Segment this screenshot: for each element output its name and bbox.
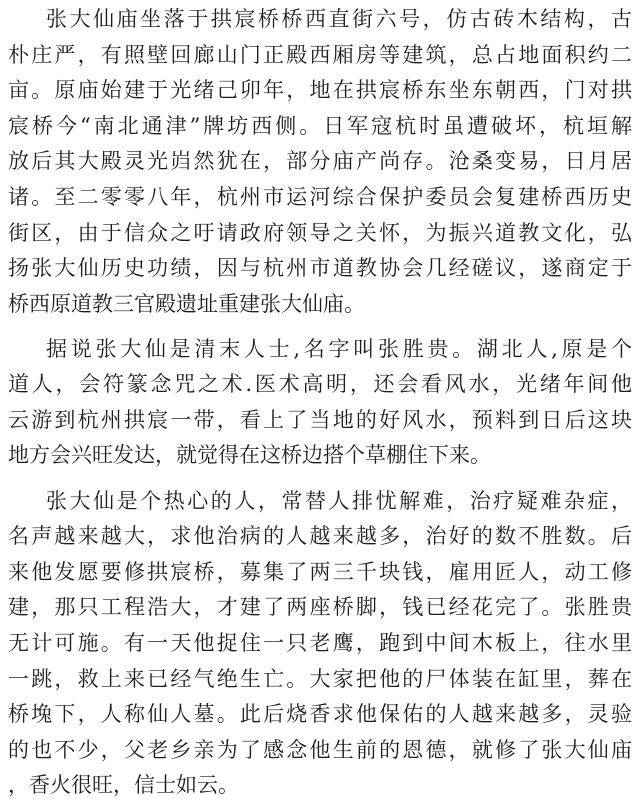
text-line: 张大仙庙坐落于拱宸桥桥西直街六号，仿古砖木结构，古 [46,7,632,31]
text-line: 桥堍下，人称仙人墓。此后烧香求他保佑的人越来越多，灵验 [8,702,632,726]
text-line: 来他发愿要修拱宸桥，募集了两三千块钱，雇用匠人，动工修 [8,560,632,584]
text-line: ，香火很旺，信士如云。 [8,773,239,797]
text-line: 建，那只工程浩大，才建了两座桥脚，钱已经花完了。张胜贵 [8,595,632,619]
text-line: 道人，会符篆念咒之术.医术高明，还会看风水，光绪年间他 [8,372,632,396]
text-line: 诸。至二零零八年，杭州市运河综合保护委员会复建桥西历史 [8,185,632,209]
text-line: 朴庄严，有照壁回廊山门正殿西厢房等建筑，总占地面积约二 [8,43,632,67]
text-line: 据说张大仙是清末人士,名字叫张胜贵。湖北人,原是个 [46,337,632,361]
text-line: 云游到杭州拱宸一带，看上了当地的好风水，预料到日后这块 [8,408,632,432]
text-line: 无计可施。有一天他捉住一只老鹰，跑到中间木板上，往水里 [8,631,632,655]
text-line: 的也不少，父老乡亲为了感念他生前的恩德，就修了张大仙庙 [8,738,632,762]
text-line: 扬张大仙历史功绩，因与杭州市道教协会几经磋议，遂商定于 [8,256,632,280]
text-line: 宸桥今“南北通津”牌坊西侧。日军寇杭时虽遭破坏，杭垣解 [8,114,632,138]
text-line: 亩。原庙始建于光绪己卯年，地在拱宸桥东坐东朝西，门对拱 [8,78,632,102]
text-line: 地方会兴旺发达，就觉得在这桥边搭个草棚住下来。 [8,443,491,467]
text-line: 张大仙是个热心的人，常替人排忧解难，治疗疑难杂症， [46,489,632,513]
text-line: 一跳，救上来已经气绝生亡。大家把他的尸体装在缸里，葬在 [8,667,632,691]
text-line: 桥西原道教三官殿遗址重建张大仙庙。 [8,292,365,316]
text-line: 名声越来越大，求他治病的人越来越多，治好的数不胜数。后 [8,524,632,548]
text-line: 放后其大殿灵光岿然犹在，部分庙产尚存。沧桑变易，日月居 [8,149,632,173]
text-line: 街区，由于信众之吁请政府领导之关怀，为振兴道教文化，弘 [8,221,632,245]
